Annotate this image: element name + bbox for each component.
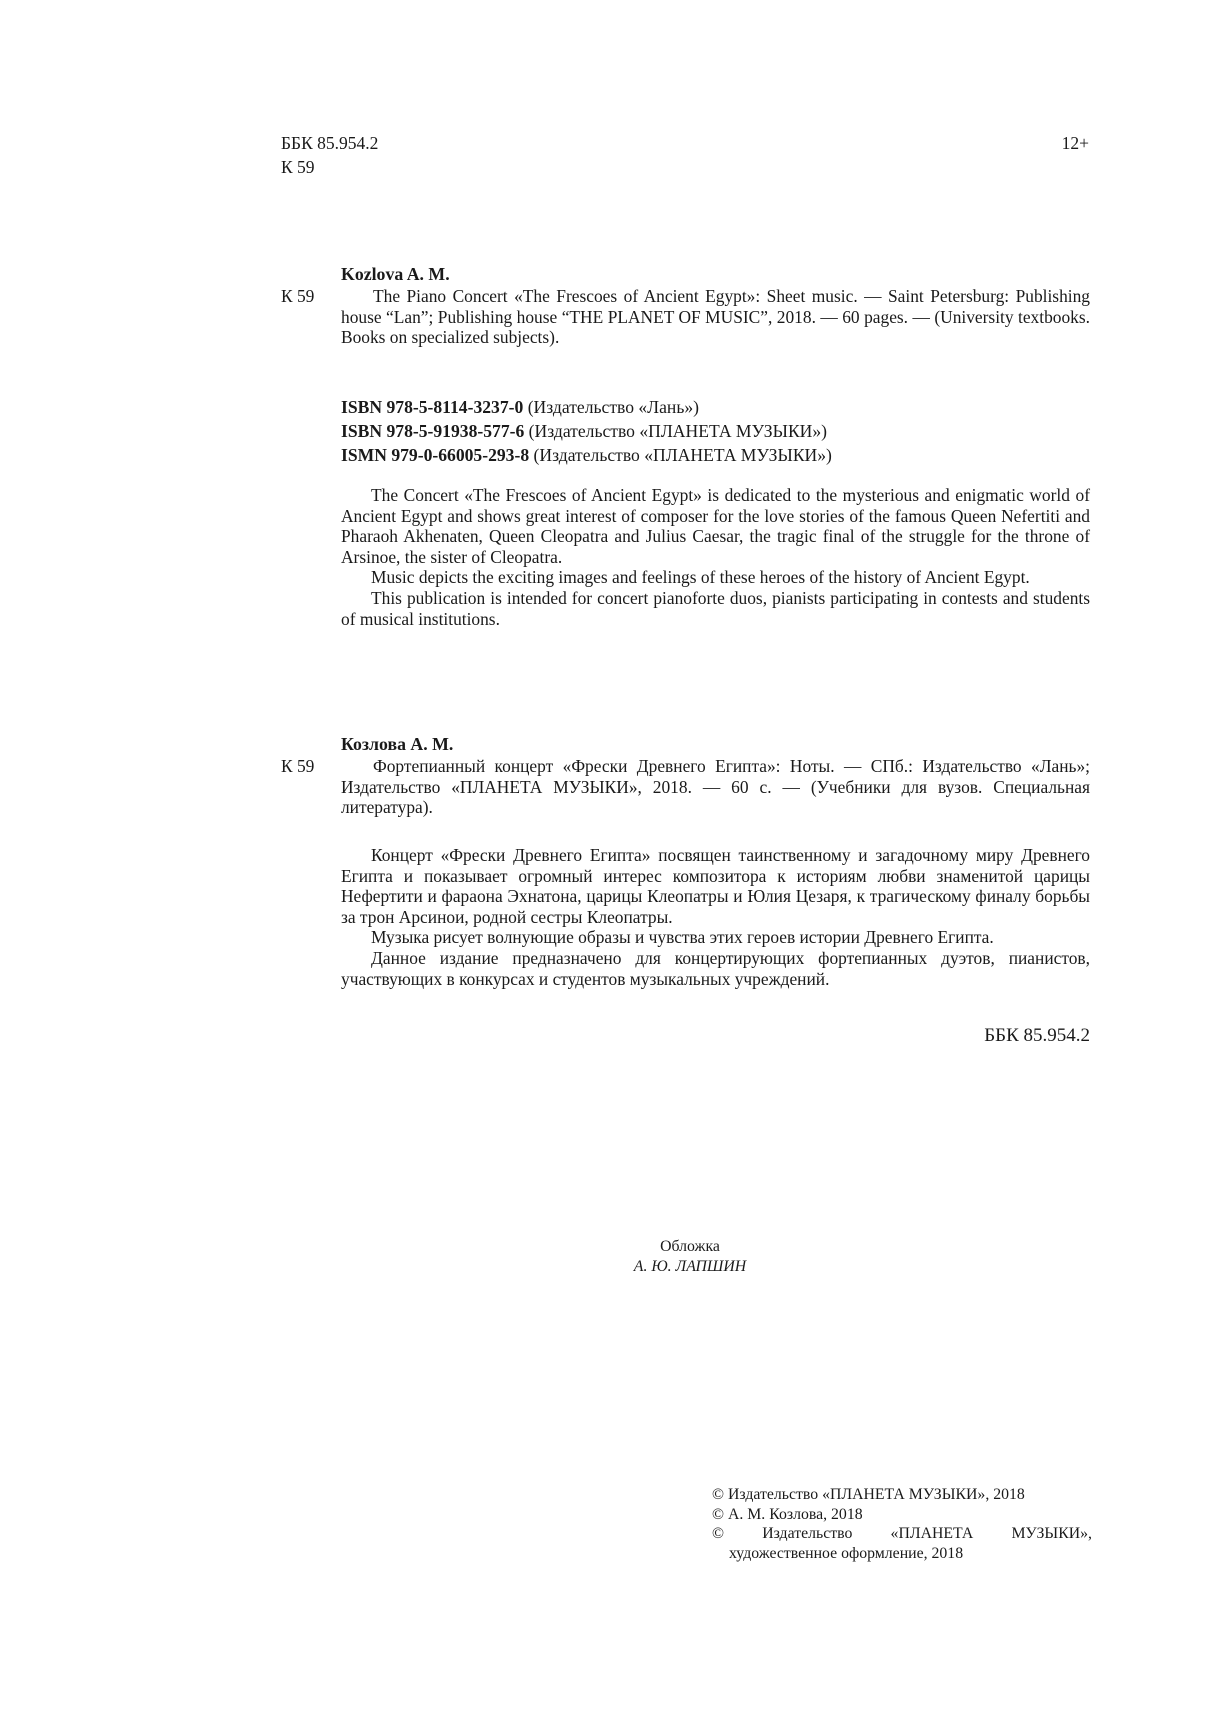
ru-abstract-paragraph: Музыка рисует волнующие образы и чувства этих героев истории Древнего Египта. <box>371 927 994 948</box>
isbn-list <box>341 395 1101 467</box>
isbn-row <box>341 395 1101 419</box>
isbn-number: ISBN 978-5-91938-577-6 <box>341 421 525 441</box>
copyright-line: © Издательство «ПЛАНЕТА МУЗЫКИ», художественное оформление, 2018 <box>712 1525 1092 1562</box>
age-rating: 12+ <box>1061 133 1089 153</box>
cover-credit <box>560 1237 820 1277</box>
cover-artist: А. Ю. ЛАПШИН <box>633 1258 747 1275</box>
en-abstract-paragraph: Music depicts the exciting images and feelings of these heroes of the history of Ancient Egypt. <box>371 567 1030 588</box>
bbk-header <box>281 131 481 179</box>
ru-author: Козлова А. М. <box>341 734 454 754</box>
isbn-publisher: (Издательство «ПЛАНЕТА МУЗЫКИ») <box>528 421 828 441</box>
ru-abstract-paragraph: Концерт «Фрески Древнего Египта» посвящен таинственному и загадочному миру Древнего Египта и показывает огромный интерес композитора к историям любви знаменитой царицы Нефертити и фараона Эхнатона, царицы Клеопатры и Юлия Цезаря, к трагическому финалу борьбы за трон Арсинои, родной сестры Клеопатры. <box>341 845 1090 927</box>
bbk-index: ББК 85.954.2 <box>281 133 379 153</box>
copyright-line: © А. М. Козлова, 2018 <box>712 1505 863 1523</box>
en-abstract-paragraph: The Concert «The Frescoes of Ancient Egypt» is dedicated to the mysterious and enigmatic world of Ancient Egypt and shows great interest of composer for the love stories of the famous Queen Nefertiti and Pharaoh Akhenaten, Queen Cleopatra and Julius Caesar, the tragic final of the struggle for the throne of Arsinoe, the sister of Cleopatra. <box>341 485 1090 567</box>
ismn-row <box>341 443 1101 467</box>
ru-author-mark: К 59 <box>281 756 315 776</box>
cover-label: Обложка <box>660 1238 720 1255</box>
bbk-footer: ББК 85.954.2 <box>984 1025 1090 1046</box>
en-author-mark: К 59 <box>281 286 315 306</box>
ismn-number: ISMN 979-0-66005-293-8 <box>341 445 530 465</box>
copyright-block <box>712 1485 1092 1563</box>
ru-abstract-paragraph: Данное издание предназначено для концертирующих фортепианных дуэтов, пианистов, участвующих в конкурсах и студентов музыкальных учреждений. <box>341 947 1090 989</box>
isbn-row <box>341 419 1101 443</box>
en-abstract <box>341 485 1090 629</box>
ru-description: Фортепианный концерт «Фрески Древнего Египта»: Ноты. — СПб.: Издательство «Лань»; Издательство «ПЛАНЕТА МУЗЫКИ», 2018. — 60 с. — (Учебники для вузов. Специальная литература). <box>341 756 1090 818</box>
en-abstract-paragraph: This publication is intended for concert pianoforte duos, pianists participating in contests and students of musical institutions. <box>341 587 1090 629</box>
en-author: Kozlova A. M. <box>341 264 450 284</box>
en-description: The Piano Concert «The Frescoes of Ancient Egypt»: Sheet music. — Saint Petersburg: Publishing house “Lan”; Publishing house “THE PLANET OF MUSIC”, 2018. — 60 pages. — (University textbooks. Books on specialized subjects). <box>341 286 1090 348</box>
ru-abstract <box>341 845 1090 989</box>
isbn-publisher: (Издательство «Лань») <box>527 397 700 417</box>
isbn-number: ISBN 978-5-8114-3237-0 <box>341 397 524 417</box>
author-mark: К 59 <box>281 157 315 177</box>
copyright-line: © Издательство «ПЛАНЕТА МУЗЫКИ», 2018 <box>712 1486 1025 1503</box>
ismn-publisher: (Издательство «ПЛАНЕТА МУЗЫКИ») <box>533 445 832 465</box>
